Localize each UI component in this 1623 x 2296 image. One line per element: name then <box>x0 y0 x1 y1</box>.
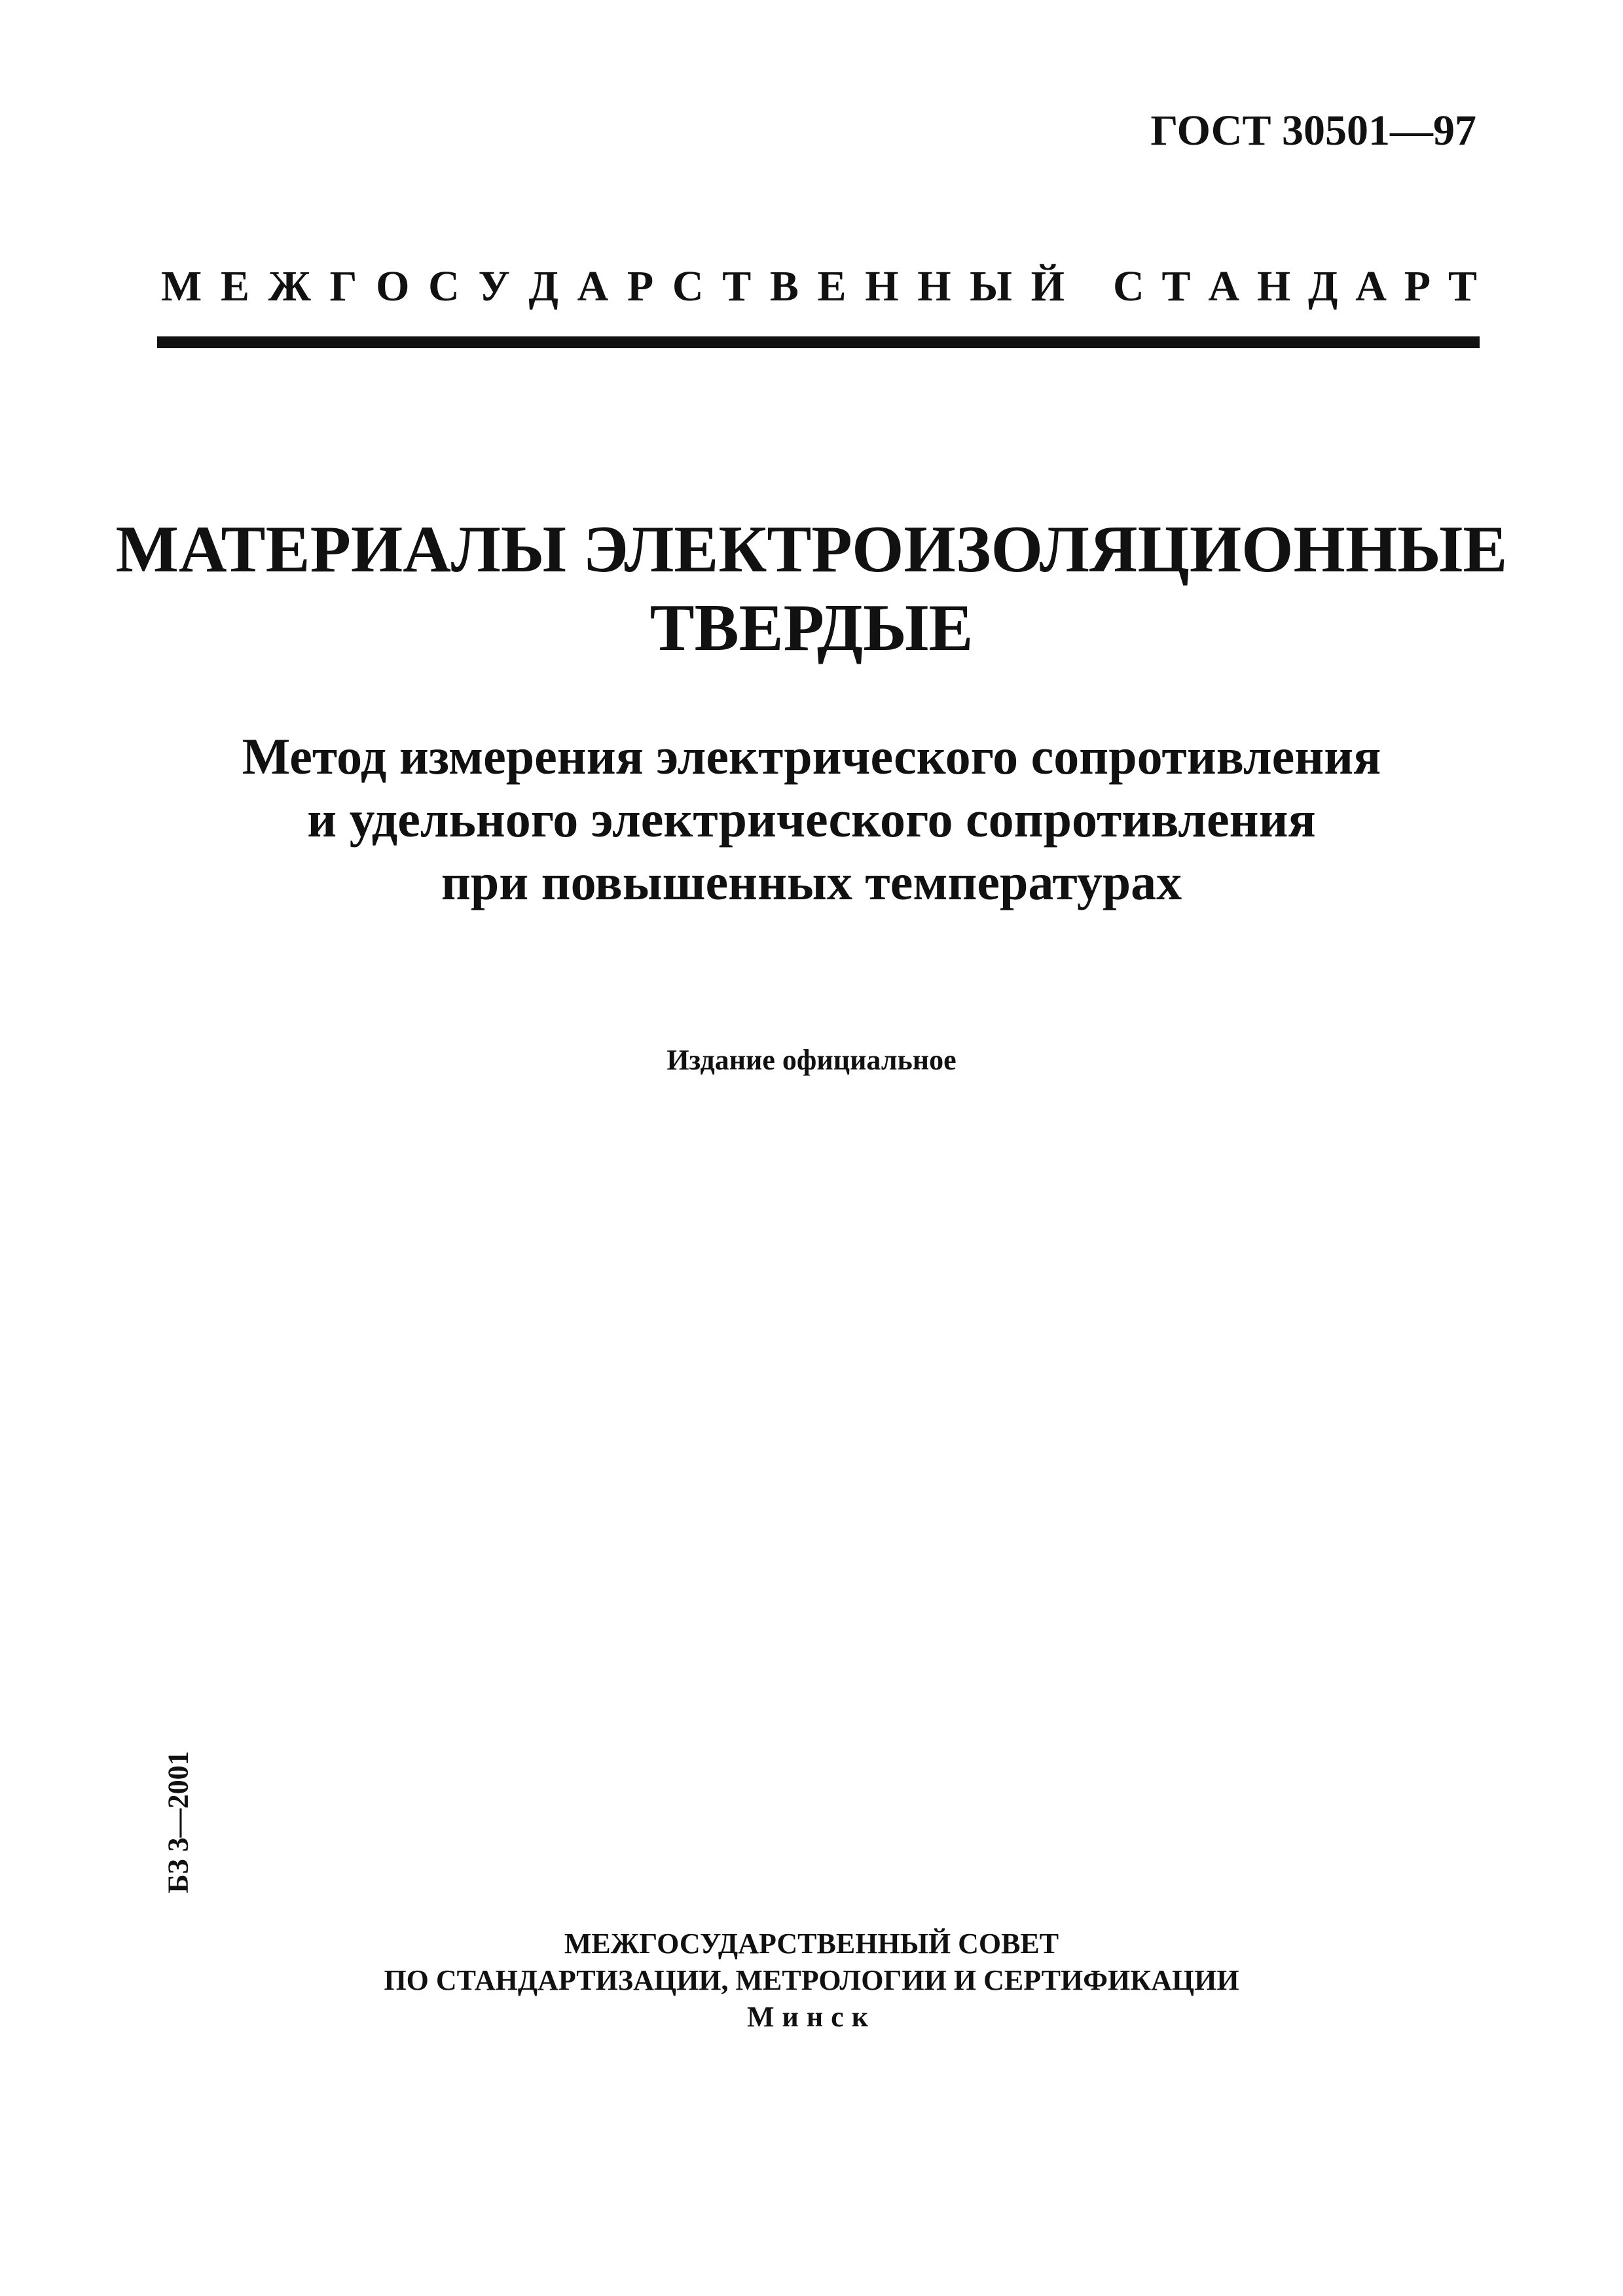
publisher-line-1: МЕЖГОСУДАРСТВЕННЫЙ СОВЕТ <box>564 1928 1059 1960</box>
category-letter: У <box>478 262 510 310</box>
category-letter: Ж <box>268 262 311 310</box>
subtitle-line-1: Метод измерения электрического сопротивления <box>242 728 1381 785</box>
category-letter: Н <box>865 262 899 310</box>
category-letter: Н <box>917 262 951 310</box>
category-letter: Ы <box>970 262 1012 310</box>
category-letter: Р <box>627 262 654 310</box>
category-letter: А <box>1208 262 1240 310</box>
document-subtitle <box>0 725 1623 914</box>
title-line-2: ТВЕРДЫЕ <box>649 591 974 665</box>
category-letter: Й <box>1030 262 1065 310</box>
title-line-1: МАТЕРИАЛЫ ЭЛЕКТРОИЗОЛЯЦИОННЫЕ <box>115 512 1508 586</box>
category-letter: Д <box>1308 262 1338 310</box>
category-letter: С <box>1113 262 1144 310</box>
category-letter: Д <box>528 262 558 310</box>
category-letter: В <box>769 262 799 310</box>
category-letter: Т <box>722 262 752 310</box>
side-code: БЗ 3—2001 <box>162 1751 194 1893</box>
category-letter: А <box>1355 262 1387 310</box>
publisher-line-2: ПО СТАНДАРТИЗАЦИИ, МЕТРОЛОГИИ И СЕРТИФИКАЦИИ <box>384 1964 1239 1996</box>
category-letter: Е <box>817 262 847 310</box>
category-word-standard <box>1113 262 1477 312</box>
category-letter: О <box>376 262 410 310</box>
category-letter: Г <box>329 262 357 310</box>
publisher-block <box>0 1926 1623 2036</box>
standard-category <box>161 262 1477 312</box>
category-letter: Н <box>1256 262 1291 310</box>
header-divider <box>157 336 1480 348</box>
category-letter: Е <box>220 262 249 310</box>
document-title <box>0 511 1623 668</box>
category-letter: А <box>577 262 609 310</box>
category-letter: Т <box>1448 262 1477 310</box>
category-letter: С <box>672 262 704 310</box>
standard-designation: ГОСТ 30501—97 <box>1150 107 1476 154</box>
edition-note: Издание официальное <box>666 1044 957 1076</box>
subtitle-line-3: при повышенных температурах <box>441 853 1182 910</box>
category-letter: М <box>161 262 202 310</box>
category-letter: С <box>428 262 460 310</box>
publisher-city: Минск <box>746 2001 877 2033</box>
category-letter: Т <box>1161 262 1191 310</box>
category-letter: Р <box>1404 262 1431 310</box>
subtitle-line-2: и удельного электрического сопротивления <box>307 791 1316 848</box>
category-word-interstate <box>161 262 1065 312</box>
